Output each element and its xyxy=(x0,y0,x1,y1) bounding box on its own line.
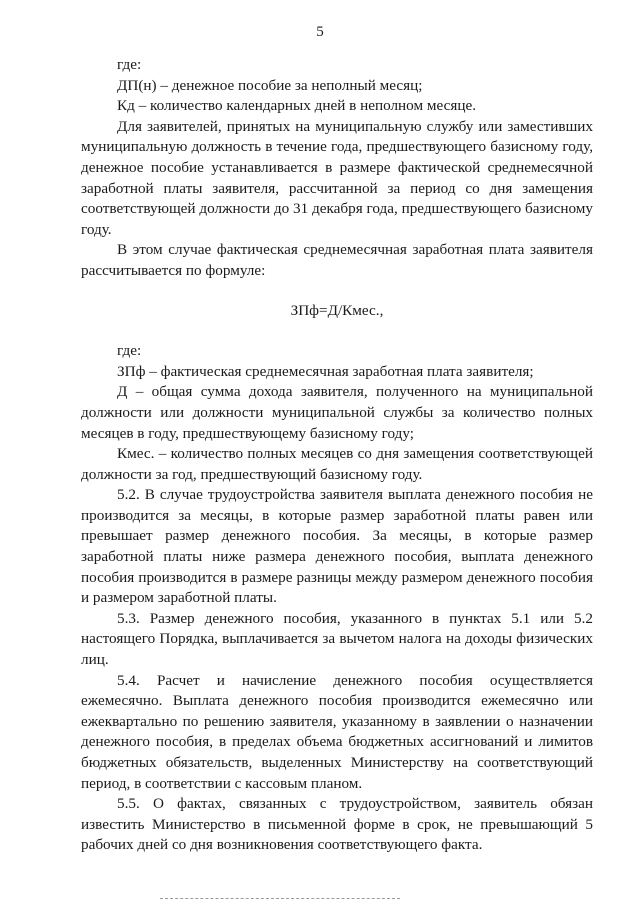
paragraph-case: В этом случае фактическая среднемесячная заработная плата заявителя рассчитывается по формуле: xyxy=(81,241,593,279)
definition-zpf: ЗПф – фактическая среднемесячная заработная плата заявителя; xyxy=(117,362,534,380)
page-number: 5 xyxy=(316,24,324,40)
scan-artifact-line xyxy=(160,898,400,899)
paragraph-5-3: 5.3. Размер денежного пособия, указанного в пунктах 5.1 или 5.2 настоящего Порядка, выплачивается за вычетом налога на доходы физических лиц. xyxy=(81,609,593,669)
where-label-2: где: xyxy=(117,342,142,360)
paragraph-5-2: 5.2. В случае трудоустройства заявителя выплата денежного пособия не производится за месяцы, в которые размер заработной платы равен или превышает размер денежного пособия. За месяцы, в которые размер заработной платы ниже размера денежного пособия, выплата денежного пособия производится в размере разницы между размером денежного пособия и размером заработной платы. xyxy=(81,486,593,607)
document-body xyxy=(81,55,593,856)
definition-kmes: Кмес. – количество полных месяцев со дня замещения соответствующей должности за год, предшествующий базисному году. xyxy=(81,445,593,483)
paragraph-applicants: Для заявителей, принятых на муниципальную службу или заместивших муниципальную должность в течение года, предшествующего базисному году, денежное пособие устанавливается в размере фактической среднемесячной заработной платы заявителя, рассчитанной за период со дня замещения соответствующей должности до 31 декабря года, предшествующего базисному году. xyxy=(81,117,593,238)
paragraph-5-5: 5.5. О фактах, связанных с трудоустройством, заявитель обязан известить Министерство в письменной форме в срок, не превышающий 5 рабочих дней со дня возникновения соответствующего факта. xyxy=(81,795,593,854)
formula: ЗПф=Д/Кмес., xyxy=(290,301,384,319)
definition-d: Д – общая сумма дохода заявителя, полученного на муниципальной должности или должности муниципальной службы за количество полных месяцев в году, предшествующему базисному году; xyxy=(81,383,593,442)
where-label-1: где: xyxy=(117,56,142,73)
definition-dp: ДП(н) – денежное пособие за неполный месяц; xyxy=(117,76,423,94)
definition-kd: Кд – количество календарных дней в неполном месяце. xyxy=(117,97,477,115)
paragraph-5-4: 5.4. Расчет и начисление денежного пособия осуществляется ежемесячно. Выплата денежного пособия производится ежемесячно или ежеквартально по решению заявителя, указанному в заявлении о назначении денежного пособия, в пределах объема бюджетных ассигнований и лимитов бюджетных обязательств, выделенных Министерству на соответствующий период, в соответствии с кассовым планом. xyxy=(81,671,593,792)
